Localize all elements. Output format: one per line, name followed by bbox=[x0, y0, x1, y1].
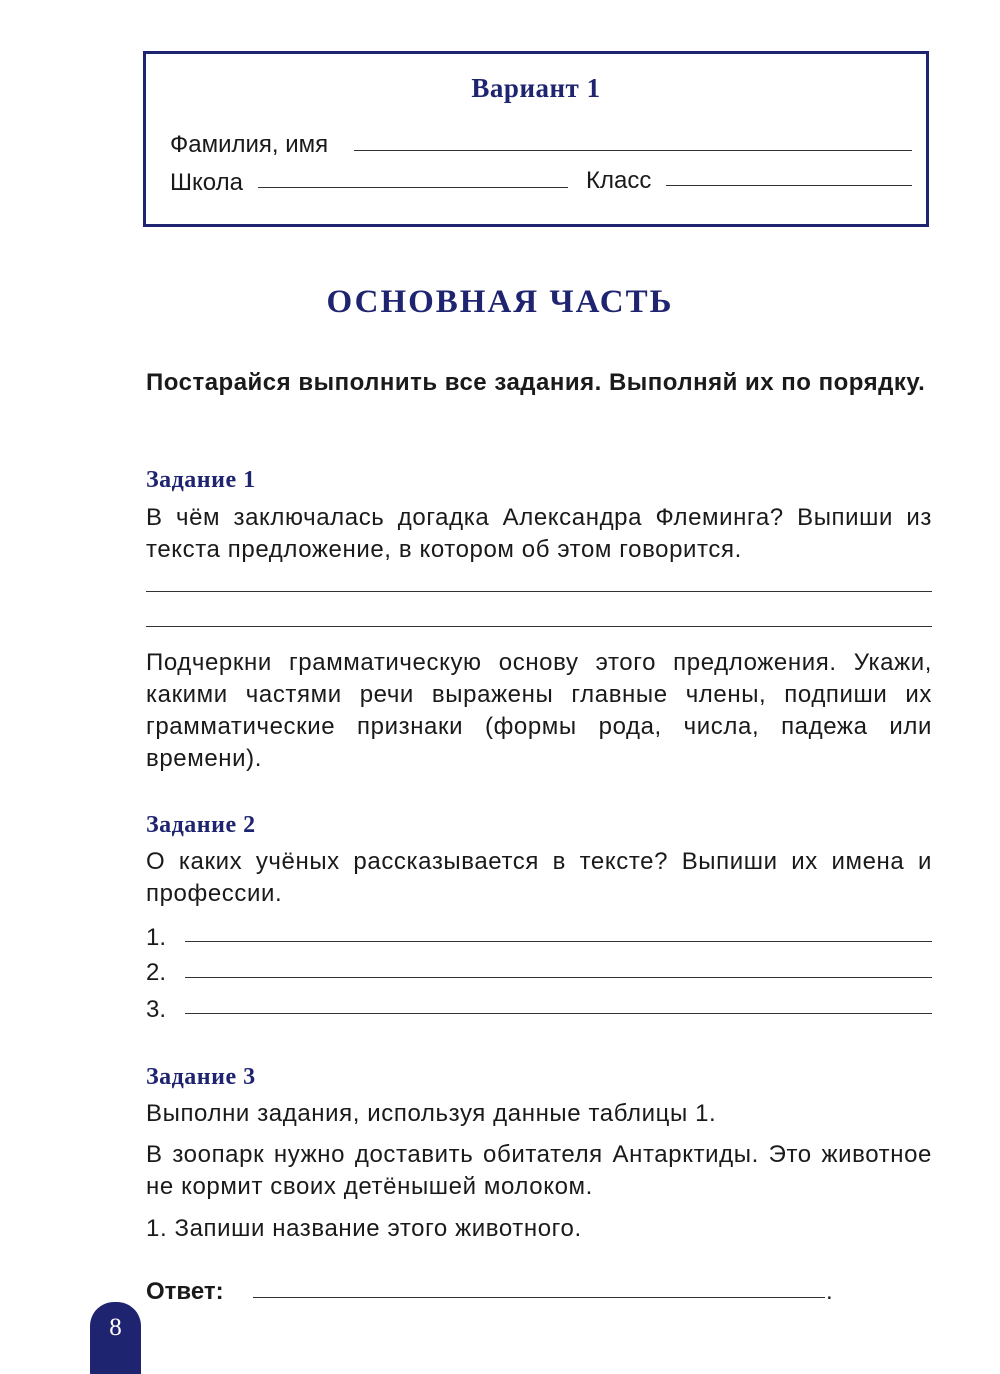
class-field[interactable] bbox=[666, 185, 912, 186]
task-2-number-2: 2. bbox=[146, 959, 167, 986]
page-number: 8 bbox=[90, 1302, 141, 1374]
section-title: ОСНОВНАЯ ЧАСТЬ bbox=[326, 284, 674, 320]
task-1-answer-line-2[interactable] bbox=[146, 626, 932, 627]
name-label: Фамилия, имя bbox=[170, 131, 329, 158]
class-label: Класс bbox=[586, 167, 652, 194]
task-1-instructions: Подчеркни грамматическую основу этого предложения. Укажи, какими частями речи выражены главные члены, подпиши их грамматические признаки (формы рода, числа, падежа или времени). bbox=[146, 649, 932, 772]
task-2-number-3: 3. bbox=[146, 996, 167, 1023]
task-3-question: В зоопарк нужно доставить обитателя Антарктиды. Это животное не кормит своих детёнышей молоком. bbox=[146, 1141, 932, 1200]
variant-title: Вариант 1 bbox=[471, 73, 601, 103]
school-label: Школа bbox=[170, 169, 243, 196]
instructions: Постарайся выполнить все задания. Выполняй их по порядку. bbox=[146, 369, 926, 396]
answer-label: Ответ: bbox=[146, 1278, 224, 1305]
task-3-item-1: 1. Запиши название этого животного. bbox=[146, 1215, 582, 1242]
task-1-heading: Задание 1 bbox=[146, 467, 256, 493]
task-3-heading: Задание 3 bbox=[146, 1064, 256, 1090]
student-info-box bbox=[143, 51, 929, 227]
task-1-question: В чём заключалась догадка Александра Флеминга? Выпиши из текста предложение, в котором об этом говорится. bbox=[146, 504, 932, 563]
task-2-question: О каких учёных рассказывается в тексте? Выпиши их имена и профессии. bbox=[146, 848, 932, 907]
task-2-number-1: 1. bbox=[146, 924, 167, 951]
task-1-answer-line-1[interactable] bbox=[146, 591, 932, 592]
answer-period: . bbox=[826, 1278, 833, 1305]
answer-field[interactable] bbox=[253, 1297, 825, 1298]
school-field[interactable] bbox=[258, 187, 568, 188]
task-2-answer-line-1[interactable] bbox=[185, 941, 932, 942]
task-2-answer-line-2[interactable] bbox=[185, 977, 932, 978]
task-2-heading: Задание 2 bbox=[146, 812, 256, 838]
task-3-instruction: Выполни задания, используя данные таблицы 1. bbox=[146, 1100, 717, 1127]
task-2-answer-line-3[interactable] bbox=[185, 1013, 932, 1014]
name-field[interactable] bbox=[354, 150, 912, 151]
